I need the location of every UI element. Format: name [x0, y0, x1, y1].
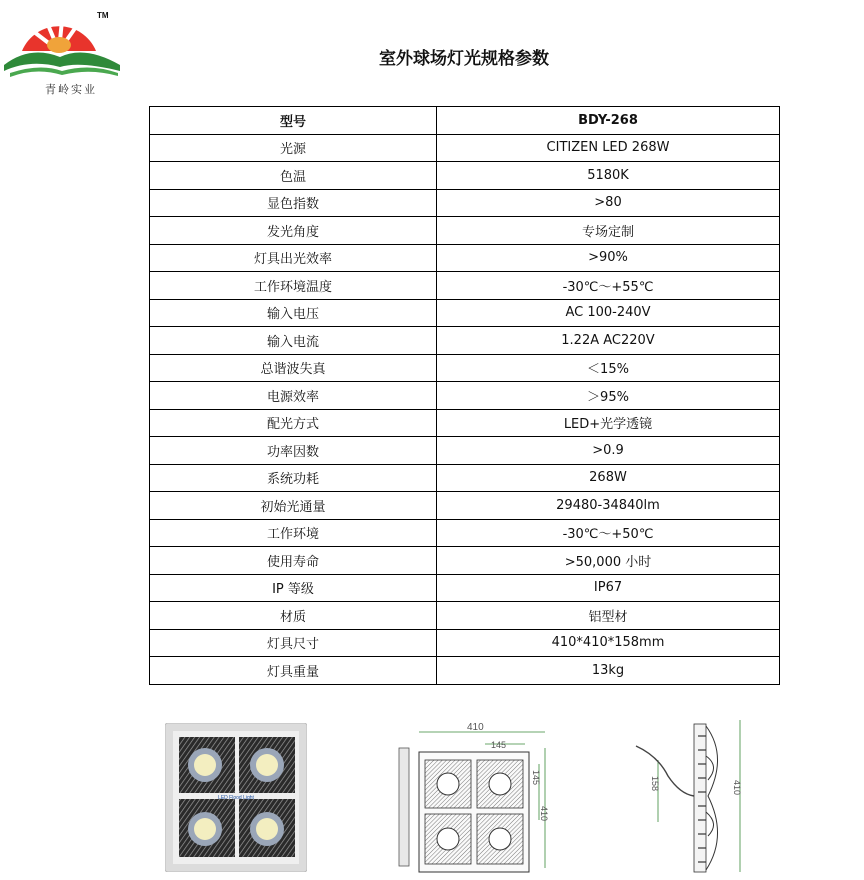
table-row	[150, 189, 780, 217]
spec-label-cell: 工作环境	[150, 519, 437, 547]
header-label-cell: 型号	[150, 107, 437, 135]
company-logo	[0, 5, 125, 97]
spec-label-cell: 光源	[150, 134, 437, 162]
spec-label-cell: 灯具尺寸	[150, 629, 437, 657]
front-dimension-drawing	[395, 718, 565, 876]
table-row	[150, 382, 780, 410]
spec-label-cell: 发光角度	[150, 217, 437, 245]
spec-value-cell: -30℃～+55℃	[437, 272, 780, 300]
table-row	[150, 602, 780, 630]
spec-label-cell: 输入电压	[150, 299, 437, 327]
spec-label-cell: 色温	[150, 162, 437, 190]
table-row	[150, 519, 780, 547]
photo-brand-text: LED Flood Light	[218, 795, 254, 801]
table-row	[150, 492, 780, 520]
table-row	[150, 574, 780, 602]
spec-value-cell: IP67	[437, 574, 780, 602]
spec-value-cell: >90%	[437, 244, 780, 272]
table-row	[150, 354, 780, 382]
spec-value-cell: AC 100-240V	[437, 299, 780, 327]
spec-value-cell: 专场定制	[437, 217, 780, 245]
spec-label-cell: 总谐波失真	[150, 354, 437, 382]
table-row	[150, 464, 780, 492]
table-row	[150, 657, 780, 685]
spec-value-cell: >80	[437, 189, 780, 217]
table-row	[150, 244, 780, 272]
table-row	[150, 217, 780, 245]
spec-value-cell: -30℃～+50℃	[437, 519, 780, 547]
dim-inner-label: 145	[491, 740, 507, 750]
spec-value-cell: ＜15%	[437, 354, 780, 382]
spec-label-cell: 使用寿命	[150, 547, 437, 575]
spec-value-cell: 5180K	[437, 162, 780, 190]
side-dimension-drawing	[628, 716, 756, 876]
spec-label-cell: 输入电流	[150, 327, 437, 355]
spec-label-cell: 配光方式	[150, 409, 437, 437]
company-name: 青岭实业	[45, 83, 97, 96]
table-row	[150, 327, 780, 355]
table-row	[150, 629, 780, 657]
spec-value-cell: ＞95%	[437, 382, 780, 410]
spec-value-cell: LED+光学透镜	[437, 409, 780, 437]
header-value-cell: BDY-268	[437, 107, 780, 135]
spec-value-cell: 1.22A AC220V	[437, 327, 780, 355]
product-photo	[165, 723, 307, 872]
dim-right-inner-label: 145	[531, 770, 541, 786]
spec-label-cell: 灯具重量	[150, 657, 437, 685]
table-row	[150, 272, 780, 300]
spec-value-cell: 铝型材	[437, 602, 780, 630]
spec-value-cell: >50,000 小时	[437, 547, 780, 575]
dim-top-label: 410	[467, 722, 484, 733]
dim-side-left-label: 158	[650, 776, 660, 792]
spec-value-cell: 410*410*158mm	[437, 629, 780, 657]
spec-label-cell: 电源效率	[150, 382, 437, 410]
spec-value-cell: 13kg	[437, 657, 780, 685]
spec-label-cell: 显色指数	[150, 189, 437, 217]
spec-value-cell: CITIZEN LED 268W	[437, 134, 780, 162]
spec-label-cell: 灯具出光效率	[150, 244, 437, 272]
spec-label-cell: 系统功耗	[150, 464, 437, 492]
spec-value-cell: 29480-34840lm	[437, 492, 780, 520]
spec-table	[149, 106, 780, 685]
spec-label-cell: 工作环境温度	[150, 272, 437, 300]
spec-value-cell: 268W	[437, 464, 780, 492]
table-row	[150, 162, 780, 190]
spec-label-cell: 功率因数	[150, 437, 437, 465]
page-title: 室外球场灯光规格参数	[379, 49, 549, 69]
trademark-label: TM	[97, 11, 109, 20]
dim-right-label: 410	[539, 806, 549, 822]
table-header-row	[150, 107, 780, 135]
dim-side-right-label: 410	[732, 780, 742, 796]
spec-label-cell: 材质	[150, 602, 437, 630]
table-row	[150, 547, 780, 575]
spec-label-cell: 初始光通量	[150, 492, 437, 520]
table-row	[150, 299, 780, 327]
table-row	[150, 437, 780, 465]
table-row	[150, 409, 780, 437]
spec-value-cell: >0.9	[437, 437, 780, 465]
spec-label-cell: IP 等级	[150, 574, 437, 602]
table-row	[150, 134, 780, 162]
